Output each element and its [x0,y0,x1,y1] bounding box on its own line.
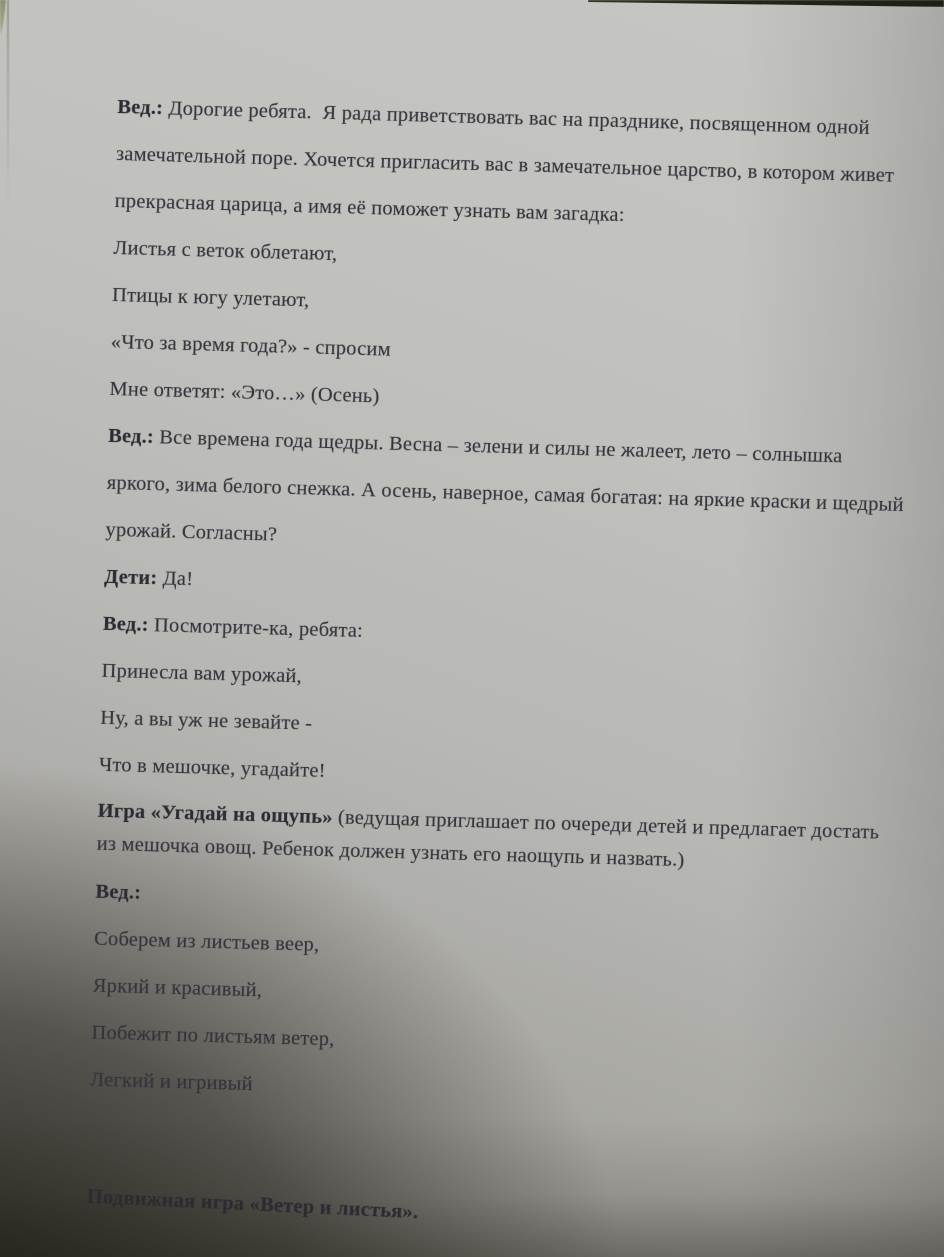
verse-line: Принесла вам урожай, [101,659,303,688]
speaker-label: Вед.: [107,424,155,449]
verse-line: Соберем из листьев веер, [93,927,320,956]
riddle-line: Птицы к югу улетают, [111,283,310,312]
speaker-label: Дети: [103,565,158,590]
game-description-paragraph [96,795,898,883]
riddle-line: Листья с веток облетают, [113,236,338,266]
dialogue-paragraph [105,413,909,576]
speaker-label: Вед.: [95,880,142,904]
verse-line: Легкий и игривый [89,1068,254,1096]
table-edge-strip [588,0,944,7]
dialogue-paragraph [114,84,918,247]
script-text-block [86,84,917,1243]
game-title: Подвижная игра «Ветер и листья». [86,1185,419,1224]
paper-crease [7,0,9,210]
dialogue-text: Посмотрите-ка, ребята: [148,614,364,643]
game-title: Игра «Угадай на ощупь» [97,799,333,829]
paper-corner-gap [0,0,6,36]
game-instructions: (ведущая приглашает по очереди детей и предлагает достать из мешочка овощ. Ребенок должен узнать его наощупь и назвать.) [96,806,885,872]
verse-line: Побежит по листьям ветер, [91,1021,335,1051]
speaker-label: Вед.: [102,612,150,637]
verse-line: Яркий и красивый, [92,974,263,1002]
riddle-line: «Что за время года?» - спросим [110,330,392,361]
riddle-answer-line: Мне ответят: «Это…» (Осень) [109,377,380,408]
dialogue-text: Да! [157,567,194,591]
speaker-label: Вед.: [117,95,164,120]
dialogue-text: Все времена года щедры. Весна – зелени и силы не жалеет, лето – солнышка яркого, зима белого снежка. А осень, наверное, самая богатая: на яркие краски и щедрый урожай. Согласны? [105,426,910,546]
verse-line: Ну, а вы уж не зевайте - [99,706,313,735]
dialogue-text: Дорогие ребята. Я рада приветствовать вас на празднике, посвященном одной замечательной поре. Хочется пригласить вас в замечательное царство, в котором живет прекрасная царица, а имя её поможет узнать вам загадка: [114,97,900,227]
game-heading [86,1174,887,1257]
verse-line: Что в мешочке, угадайте! [98,753,327,783]
